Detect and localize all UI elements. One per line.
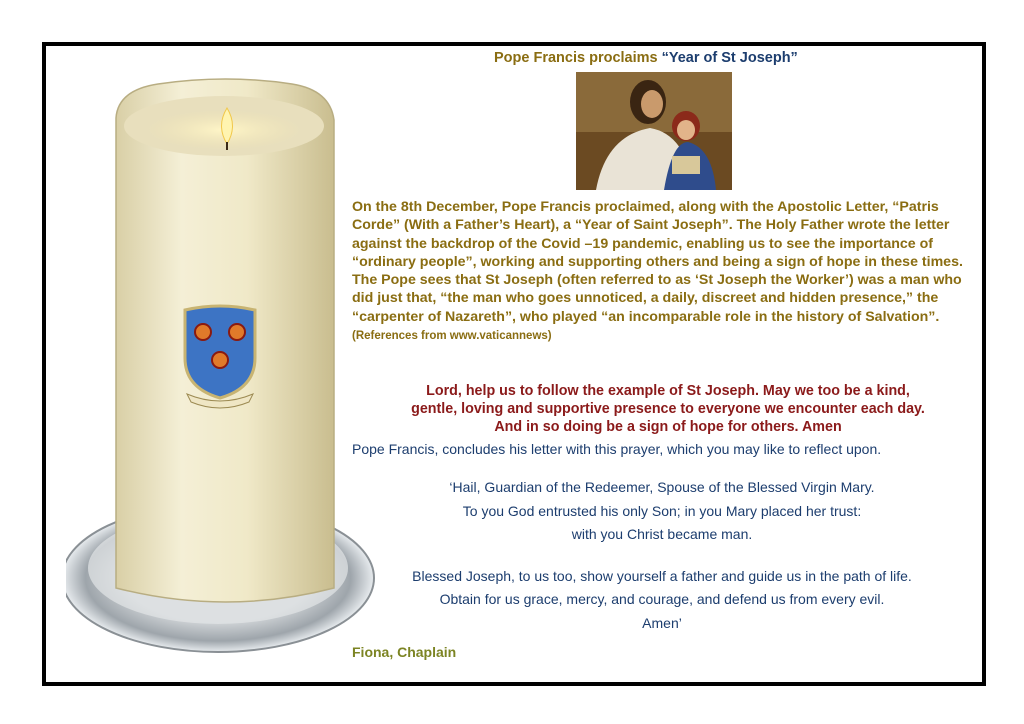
st-joseph-painting bbox=[576, 72, 732, 190]
hail-prayer-line-5: Obtain for us grace, mercy, and courage, and defend us from every evil. bbox=[439, 591, 885, 607]
short-prayer bbox=[358, 382, 978, 436]
hail-prayer-spacer bbox=[352, 547, 972, 565]
hail-prayer-line-3: with you Christ became man. bbox=[571, 526, 753, 542]
intro-text: On the 8th December, Pope Francis proclaimed, along with the Apostolic Letter, “Patris Corde” (With a Father’s Heart), a “Year of Saint Joseph”. The Holy Father wrote the letter against the backdrop of the Covid –19 pandemic, enabling us to see the importance of “ordinary people”, working and supporting others and being a sign of hope in these times. The Pope sees that St Joseph (often referred to as ‘St Joseph the Worker’) was a man who did just that, “the man who goes unnoticed, a daily, discreet and hidden presence,” the “carpenter of Nazareth”, who played “an incomparable role in the history of Salvation”. bbox=[352, 199, 963, 325]
conclusion-text: Pope Francis, concludes his letter with this prayer, which you may like to reflect upon. bbox=[352, 441, 882, 457]
hail-prayer bbox=[352, 476, 972, 635]
signoff: Fiona, Chaplain bbox=[352, 644, 457, 660]
poster-frame bbox=[42, 42, 986, 686]
hail-prayer-line-6: Amen’ bbox=[642, 614, 682, 631]
short-prayer-line-2: gentle, loving and supportive presence to everyone we encounter each day. bbox=[411, 401, 925, 417]
hail-prayer-line-1: ‘Hail, Guardian of the Redeemer, Spouse of the Blessed Virgin Mary. bbox=[449, 479, 875, 495]
headline-part-1: Pope Francis proclaims bbox=[494, 50, 662, 66]
short-prayer-line-1: Lord, help us to follow the example of St Joseph. May we too be a kind, bbox=[426, 383, 910, 399]
intro-paragraph bbox=[352, 198, 972, 345]
hail-prayer-line-4: Blessed Joseph, to us too, show yourself a father and guide us in the path of life. bbox=[412, 567, 912, 584]
headline bbox=[494, 50, 798, 66]
references-note: (References from www.vaticannews) bbox=[352, 330, 552, 343]
hail-prayer-line-2: To you God entrusted his only Son; in you Mary placed her trust: bbox=[462, 502, 862, 519]
school-crest bbox=[179, 302, 261, 410]
short-prayer-line-3: And in so doing be a sign of hope for others. Amen bbox=[494, 419, 842, 435]
headline-part-2: “Year of St Joseph” bbox=[661, 50, 798, 66]
